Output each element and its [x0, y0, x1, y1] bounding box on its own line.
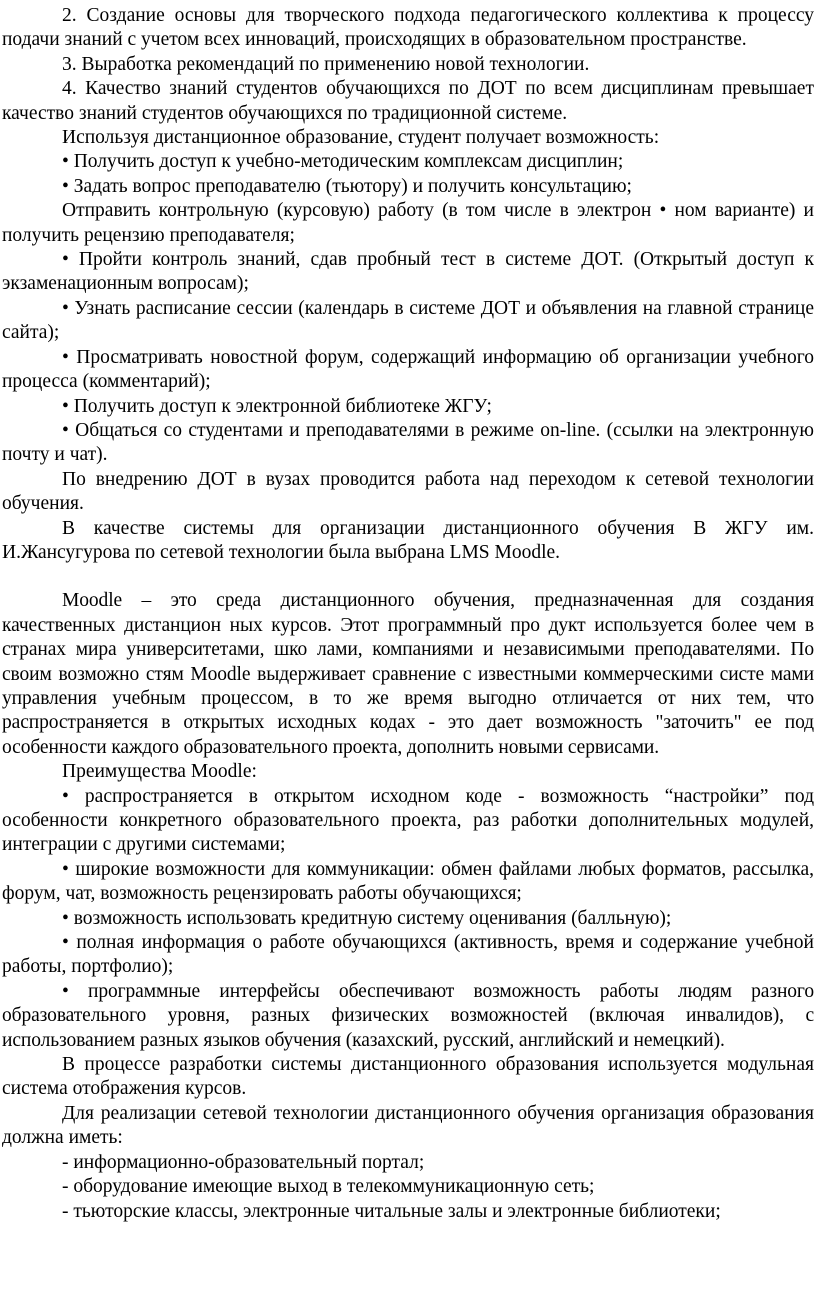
- paragraph-lms-moodle-choice: В качестве системы для организации дистанционного обучения В ЖГУ им. И.Жансугурова по сетевой технологии была выбрана LMS Moodle.: [2, 517, 814, 563]
- bullet-knowledge-control: • Пройти контроль знаний, сдав пробный тест в системе ДОТ. (Открытый доступ к экзаменационным вопросам);: [2, 249, 814, 295]
- paragraph-goal-3: 3. Выработка рекомендаций по применению новой технологии.: [62, 53, 590, 75]
- bullet-ask-tutor: • Задать вопрос преподавателю (тьютору) и получить консультацию;: [62, 175, 632, 197]
- bullet-session-schedule: • Узнать расписание сессии (календарь в системе ДОТ и объявления на главной странице сайта);: [2, 297, 814, 344]
- list-item-equipment: - оборудование имеющие выход в телекоммуникационную сеть;: [62, 1176, 595, 1198]
- paragraph-network-technology: По внедрению ДОТ в вузах проводится работа над переходом к сетевой технологии обучения.: [2, 468, 814, 515]
- bullet-communication: • широкие возможности для коммуникации: обмен файлами любых форматов, рассылка, форум, чат, возможность рецензировать работы обучающихся;: [2, 858, 814, 905]
- bullet-news-forum: • Просматривать новостной форум, содержащий информацию об организации учебного процесса (комментарий);: [2, 346, 814, 393]
- paragraph-spacer: [2, 565, 814, 589]
- bullet-send-work: Отправить контрольную (курсовую) работу (в том числе в электрон • ном варианте) и получить рецензию преподавателя;: [2, 200, 814, 246]
- paragraph-student-opportunities-intro: Используя дистанционное образование, студент получает возможность:: [62, 127, 660, 149]
- list-item-tutor-classes: - тьюторские классы, электронные читальные залы и электронные библиотеки;: [62, 1200, 721, 1222]
- bullet-credit-system: • возможность использовать кредитную систему оценивания (балльную);: [62, 907, 672, 929]
- bullet-program-interfaces: • программные интерфейсы обеспечивают возможность работы людям разного образовательного уровня, разных физических возможностей (включая инвалидов), с использованием разных языков обучения (казахский, русский, английский и немецкий).: [2, 980, 814, 1051]
- paragraph-moodle-advantages-heading: Преимущества Moodle:: [62, 761, 257, 783]
- paragraph-goal-4: 4. Качество знаний студентов обучающихся по ДОТ по всем дисциплинам превышает качество знаний студентов обучающихся по традиционной системе.: [2, 78, 814, 124]
- bullet-full-information: • полная информация о работе обучающихся (активность, время и содержание учебной работы, портфолио);: [2, 932, 814, 978]
- bullet-access-complexes: • Получить доступ к учебно-методическим комплексам дисциплин;: [62, 151, 624, 173]
- paragraph-requirements-intro: Для реализации сетевой технологии дистанционного обучения организация образования должна иметь:: [2, 1102, 814, 1149]
- paragraph-modular-system: В процессе разработки системы дистанционного образования используется модульная система отображения курсов.: [2, 1054, 814, 1100]
- bullet-electronic-library: • Получить доступ к электронной библиотеке ЖГУ;: [62, 395, 492, 417]
- list-item-portal: - информационно-образовательный портал;: [62, 1151, 425, 1173]
- paragraph-goal-2: 2. Создание основы для творческого подхода педагогического коллектива к процессу подачи знаний с учетом всех инноваций, происходящих в образовательном пространстве.: [2, 5, 814, 51]
- bullet-communicate-online: • Общаться со студентами и преподавателями в режиме on-line. (ссылки на электронную почту и чат).: [2, 419, 814, 466]
- paragraph-moodle-description: Moodle – это среда дистанционного обучения, предназначенная для создания качественных дистанцион ных курсов. Этот программный про дукт используется более чем в странах мира университетами, шко лами, компаниями и независимыми преподавателями. По своим возможно стям Moodle выдерживает сравнение с известными коммерческими систе мами управления учебным процессом, в то же время выгодно отличается от них тем, что распространяется в открытых исходных кодах - это дает возможность "заточить" ее под особенности каждого образовательного проекта, дополнить новыми сервисами.: [2, 590, 814, 758]
- bullet-open-source: • распространяется в открытом исходном коде - возможность “настройки” под особенности конкретного образовательного проекта, раз работки дополнительных модулей, интеграции с другими системами;: [2, 785, 814, 856]
